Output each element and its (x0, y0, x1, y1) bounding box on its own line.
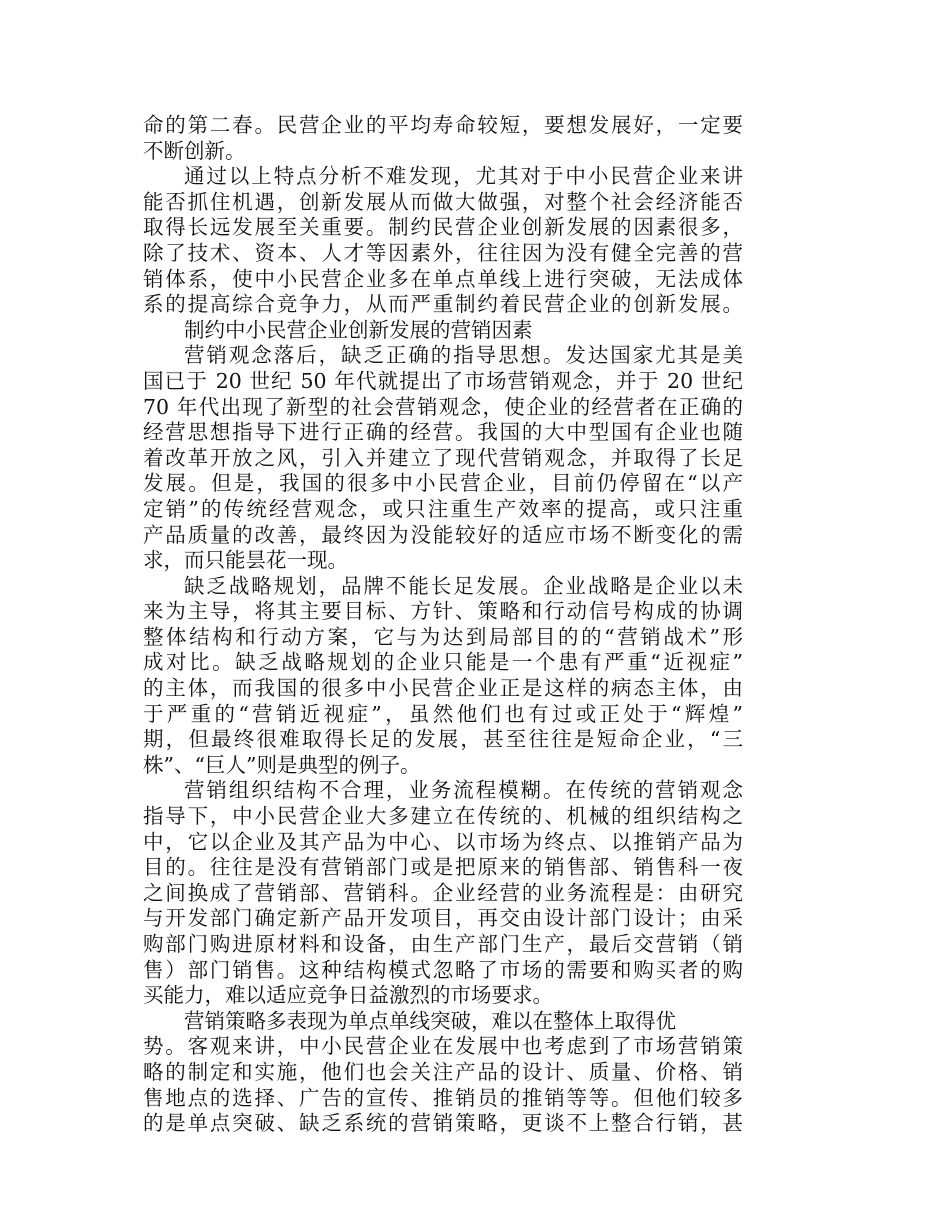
text-line: 与开发部门确定新产品开发项目，再交由设计部门设计；由采 (143, 906, 743, 931)
text-line: 来为主导，将其主要目标、方针、策略和行动信号构成的协调 (143, 599, 743, 624)
text-line: 之间换成了营销部、营销科。企业经营的业务流程是：由研究 (143, 880, 743, 905)
text-line: 略的制定和实施，他们也会关注产品的设计、质量、价格、销 (143, 1059, 743, 1084)
text-line: 产品质量的改善，最终因为没能较好的适应市场不断变化的需 (143, 522, 743, 547)
text-line: 发展。但是，我国的很多中小民营企业，目前仍停留在“以产 (143, 471, 743, 496)
text-line: 国已于 20 世纪 50 年代就提出了市场营销观念，并于 20 世纪 (143, 368, 743, 393)
text-line: 株”、“巨人”则是典型的例子。 (143, 752, 421, 777)
text-line: 整体结构和行动方案，它与为达到局部目的的“营销战术”形 (143, 624, 743, 649)
text-line: 系的提高综合竞争力，从而严重制约着民营企业的创新发展。 (143, 292, 743, 317)
text-line: 买能力，难以适应竞争日益激烈的市场要求。 (143, 983, 553, 1008)
paragraph-first-line: 营销策略多表现为单点单线突破，难以在整体上取得优 (184, 1008, 676, 1033)
text-line: 的主体，而我国的很多中小民营企业正是这样的病态主体，由 (143, 676, 743, 701)
text-line: 期，但最终很难取得长足的发展，甚至往往是短命企业，“三 (143, 727, 743, 752)
text-line: 购部门购进原材料和设备，由生产部门生产，最后交营销（销 (143, 932, 743, 956)
text-line: 售）部门销售。这种结构模式忽略了市场的需要和购买者的购 (143, 957, 743, 982)
text-line: 求，而只能昙花一现。 (143, 548, 348, 573)
document-page (143, 113, 743, 1137)
section-heading: 制约中小民营企业创新发展的营销因素 (184, 317, 533, 342)
text-line: 中，它以企业及其产品为中心、以市场为终点、以推销产品为 (143, 829, 743, 854)
paragraph-first-line: 缺乏战略规划，品牌不能长足发展。企业战略是企业以未 (184, 573, 743, 598)
text-line: 70 年代出现了新型的社会营销观念，使企业的经营者在正确的 (143, 394, 743, 419)
text-line: 目的。往往是没有营销部门或是把原来的销售部、销售科一夜 (143, 855, 743, 880)
text-line: 经营思想指导下进行正确的经营。我国的大中型国有企业也随 (143, 420, 743, 445)
text-line: 的是单点突破、缺乏系统的营销策略，更谈不上整合行销，甚 (143, 1111, 743, 1136)
text-line: 售地点的选择、广告的宣传、推销员的推销等等。但他们较多 (143, 1085, 743, 1110)
text-line: 成对比。缺乏战略规划的企业只能是一个患有严重“近视症” (143, 650, 743, 675)
text-line: 定销”的传统经营观念，或只注重生产效率的提高，或只注重 (143, 496, 743, 521)
text-line: 指导下，中小民营企业大多建立在传统的、机械的组织结构之 (143, 804, 743, 829)
text-line: 不断创新。 (143, 138, 246, 163)
paragraph-first-line: 营销组织结构不合理，业务流程模糊。在传统的营销观念 (184, 778, 743, 803)
text-line: 除了技术、资本、人才等因素外，往往因为没有健全完善的营 (143, 240, 743, 265)
text-line: 着改革开放之风，引入并建立了现代营销观念，并取得了长足 (143, 445, 743, 470)
text-line: 取得长远发展至关重要。制约民营企业创新发展的因素很多， (143, 215, 743, 240)
text-line: 于严重的“营销近视症”，虽然他们也有过或正处于“辉煌” (143, 701, 743, 726)
text-line: 能否抓住机遇，创新发展从而做大做强，对整个社会经济能否 (143, 189, 743, 214)
text-line: 势。客观来讲，中小民营企业在发展中也考虑到了市场营销策 (143, 1034, 743, 1059)
paragraph-first-line: 通过以上特点分析不难发现，尤其对于中小民营企业来讲 (184, 164, 743, 189)
text-line: 命的第二春。民营企业的平均寿命较短，要想发展好，一定要 (143, 113, 743, 137)
text-line: 销体系，使中小民营企业多在单点单线上进行突破，无法成体 (143, 266, 743, 291)
paragraph-first-line: 营销观念落后，缺乏正确的指导思想。发达国家尤其是美 (184, 343, 743, 368)
